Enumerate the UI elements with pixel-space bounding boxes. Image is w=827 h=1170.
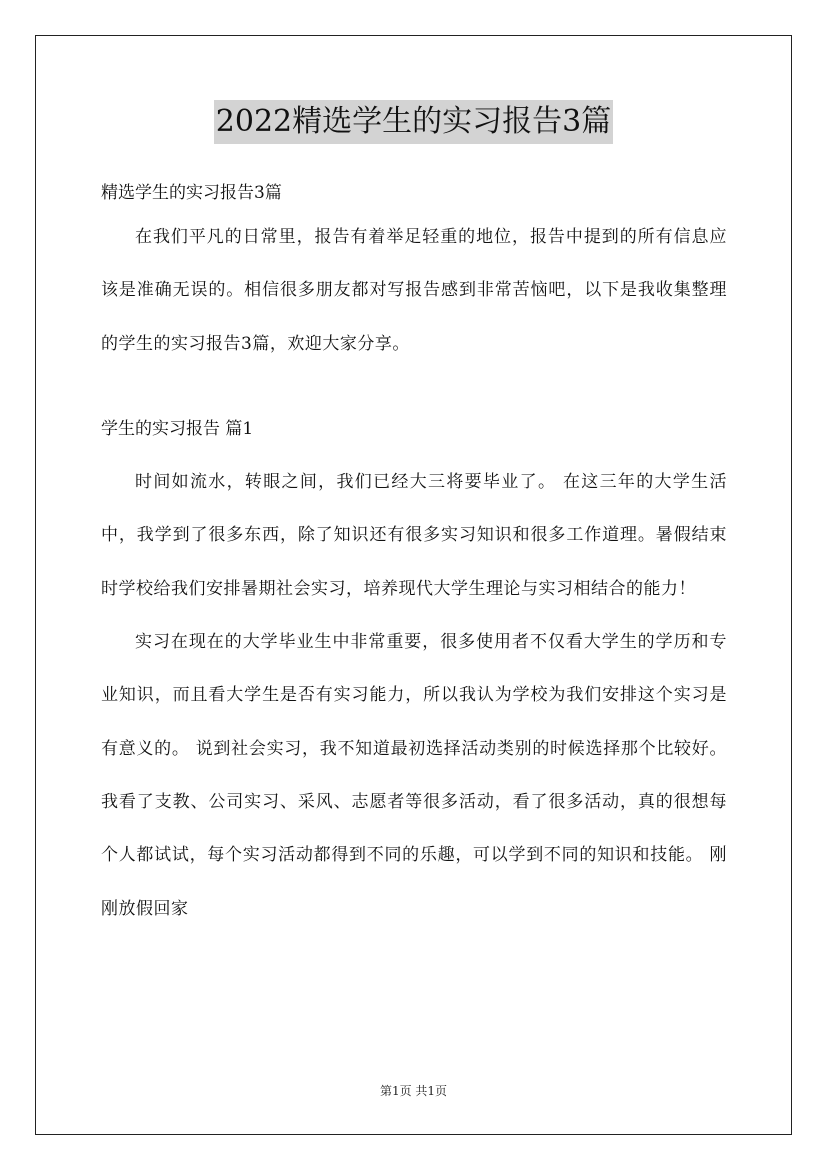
document-title: 2022精选学生的实习报告3篇: [214, 100, 613, 144]
document-body: [101, 175, 727, 936]
body-paragraph-2: 实习在现在的大学毕业生中非常重要，很多使用者不仅看大学生的学历和专业知识，而且看大学生是否有实习能力，所以我认为学校为我们安排这个实习是有意义的。 说到社会实习，我不知道最初选择活动类别的时候选择那个比较好。 我看了支教、公司实习、采风、志愿者等很多活动，看了很多活动，真的很想每个人都试试，每个实习活动都得到不同的乐趣，可以学到不同的知识和技能。 刚刚放假回家: [101, 632, 727, 919]
body-paragraph-1: 时间如流水，转眼之间，我们已经大三将要毕业了。 在这三年的大学生活中，我学到了很多东西，除了知识还有很多实习知识和很多工作道理。暑假结束时学校给我们安排暑期社会实习，培养现代大学生理论与实习相结合的能力！: [101, 472, 727, 599]
section-spacer: [101, 371, 727, 395]
page-footer: 第1页 共1页: [379, 1084, 448, 1098]
intro-paragraph: 在我们平凡的日常里，报告有着举足轻重的地位，报告中提到的所有信息应该是准确无误的。相信很多朋友都对写报告感到非常苦恼吧，以下是我收集整理的学生的实习报告3篇，欢迎大家分享。: [101, 227, 727, 354]
section-heading: 学生的实习报告 篇1: [101, 418, 254, 439]
document-subtitle: 精选学生的实习报告3篇: [101, 183, 282, 203]
title-container: [0, 100, 827, 144]
